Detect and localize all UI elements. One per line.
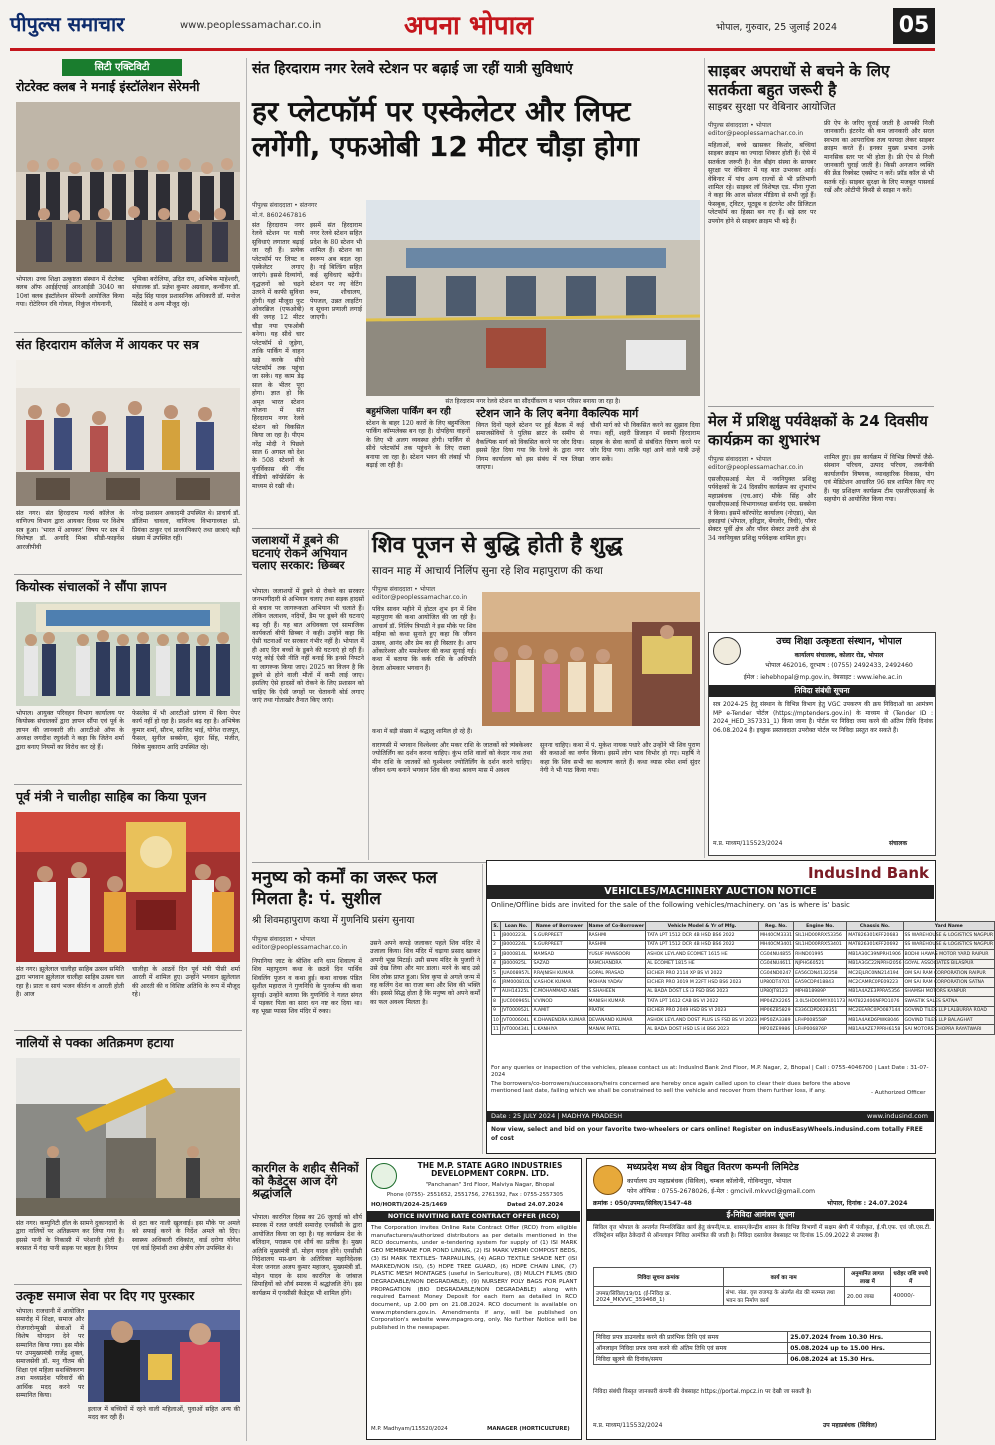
byline-place: भोपाल — [755, 456, 772, 463]
agro-logo — [371, 1163, 397, 1189]
karma-byline: पीपुल्स संवाददाता • भोपाल — [252, 936, 316, 943]
iehe-email: ईमेल : iehebhopal@mp.gov.in, वेबसाइट : www.iehe.ac.in — [743, 674, 903, 681]
vehicle-table-cell: 3.0L5HD00MYX01173 — [794, 997, 847, 1006]
vehicle-table-cell: YUSUF MANSOORI — [587, 950, 646, 959]
mpez-td: 40000/- — [891, 1287, 931, 1306]
photo-award — [88, 1310, 240, 1402]
vehicle-table-cell: MH40CM3401 — [758, 940, 793, 949]
vehicle-table-cell: MPHB18989P — [794, 987, 847, 996]
vehicle-table-row — [492, 950, 995, 959]
vehicle-table-cell: UP80JT8123 — [758, 987, 793, 996]
mpez-date-value: 25.07.2024 from 10.30 Hrs. — [788, 1332, 931, 1343]
story-kiosk-body-b: फेसलेस में भी आरटीओ प्रांगण में बिना पेपर कार्य नहीं हो रहा है। प्रदर्शन बढ़ रहा है। अभिषेक कुमार शर्मा, सौरभ, साजिद भाई, योगेश राजपूत, फैसल, सुनील सक्सेना, सुंदर सिंह, मंजीत, विवेक मुकाराम आदि उपस्थित रहे। — [132, 710, 240, 751]
mpez-date-label: निविदा खुलने की दिनांक/समय — [594, 1354, 788, 1365]
iehe-contact: भोपाल 462016, दूरभाष : (0755) 2492433, 2492460 — [765, 662, 913, 669]
vehicle-table-cell: MC2EJLRC0NN214194 — [847, 968, 903, 977]
byline-name: पीपुल्स संवाददाता — [708, 456, 749, 463]
vehicle-table-cell: MB1A4AZE7PPRH6158 — [847, 1025, 903, 1034]
masthead — [0, 0, 945, 56]
vehicle-table-cell: AL ECOMET 1815 HE — [646, 959, 759, 968]
vehicle-table-cell: SWASTIK SALES SATNA — [903, 997, 995, 1006]
left-column — [14, 56, 242, 1441]
vehicle-table-col-header: Name of Borrower — [532, 922, 587, 931]
story-kiosk-body-a: भोपाल। आयुक्त परिवहन विभाग कार्यालय पर कियोस्क संचालकों द्वारा ज्ञापन सौंपा एवं पूर्व के ज्ञापन की जानकारी ली। आरटीओ ऑफ के अध्यक्ष जगदीश रघुवंशी ने कहा कि जितेन शर्मा द्वारा बनाए नियमों का विरोध कर रहे हैं। — [16, 710, 124, 751]
indusind-date: Date : 25 JULY 2024 | MADHYA PRADESH — [491, 1112, 623, 1120]
vehicle-table-cell: JRM000810L — [500, 978, 532, 987]
mpez-date-label: ऑनलाइन निविदा प्रपत्र जमा करने की अंतिम तिथि एवं समय — [594, 1343, 788, 1354]
byline-place: भोपाल — [755, 122, 772, 129]
vehicle-table-cell: JVT000434L — [500, 1025, 532, 1034]
vehicle-table-cell: 3 — [492, 950, 501, 959]
vehicle-table-cell: AL BADA DOST LS i3 FSD BS6 2023 — [646, 987, 759, 996]
vehicle-table-cell: SIL1HD00RRX53401 — [794, 940, 847, 949]
mpez-dates — [593, 1331, 931, 1383]
vehicle-table-cell: MP06ZB5829 — [758, 1006, 793, 1015]
vehicle-table-cell: LFHP006876P — [794, 1025, 847, 1034]
mpez-dates-row — [594, 1343, 931, 1354]
vehicle-table-cell: EA56CDN4132258 — [794, 968, 847, 977]
karma-col-1: निपानिया जाट के श्रीशिव शनि धाम शिवाल्य में शिव महापुराण कथा के छठवें दिन पार्थिव शिवलिंग पूजन व कथा हुई। कथा वाचक पंडित सुशील महाराज ने गुणनिधि के पुनर्जन्म की कथा सुनाई। उन्होंने बताया कि गुणनिधि ने गलत संगत में पड़कर पिता का सारा धन नष्ट कर दिया था। वह भूखा प्यासा शिव मंदिर में रुका। — [252, 958, 362, 1016]
byline-place: भोपाल — [299, 936, 316, 943]
mela-email: editor@peoplessamachar.co.in — [708, 464, 804, 471]
vehicle-table-cell: TATA LPT 1612 CAB BS VI 2022 — [646, 997, 759, 1006]
vehicle-table-cell: S.SHAHEEN — [587, 987, 646, 996]
vehicle-table-cell: JB000224L — [500, 940, 532, 949]
mpez-table-row — [594, 1287, 931, 1306]
section-label: सिटी एक्टिविटी — [62, 59, 182, 76]
column-divider — [368, 530, 369, 860]
vehicle-table-col-header: Reg. No. — [758, 922, 793, 931]
lead-col-3 — [252, 382, 362, 522]
iehe-notice-title: निविदा संबंधी सूचना — [709, 685, 935, 697]
lead-col-2: इसमें संत हिरदाराम नगर रेलवे स्टेशन सहित प्रदेश के 80 स्टेशन भी शामिल हैं। स्टेशन का स्वरूप अब बदल रहा है। नई बिल्डिंग सहित कई सुविधाएं बढ़ेंगी। स्टेशन पर नए वेटिंग रूम, शौचालय, पेयजल, उन्नत लाइटिंग व सूचना प्रणाली लगाई जाएगी। — [310, 222, 362, 322]
vehicle-table-cell: MB1A30C39NPRH1906 — [847, 950, 903, 959]
vehicle-table-cell: JUA008957L — [500, 968, 532, 977]
mpez-notice-title: ई-निविदा आमंत्रण सूचना — [587, 1209, 934, 1221]
vehicle-table-cell: C.MOHAMMAD ANIS — [532, 987, 587, 996]
vehicle-table-cell: 6 — [492, 978, 501, 987]
iehe-sign: संचालक — [889, 840, 908, 847]
story-chaliha-body-b: चालीहा के आठवें दिन पूर्व मंत्री पीसी शर्मा आरती में शामिल हुए। उन्होंने भगवान झूलेलाल की आरती की व विशिष्ट अतिथि के रूप में मौजूद रहे। — [132, 966, 240, 999]
vehicle-table-cell: A.AMIT — [532, 1006, 587, 1015]
kargil-headline: कारगिल के शहीद सैनिकों को कैडेट्स आज देंगे श्रद्धांजलि — [252, 1161, 359, 1201]
shiv-col-1: पवित्र सावन महीने में होटल शुभ इन में शिव महापुराण की कथा आयोजित की जा रही है। आचार्य डॉ. निलिंप त्रिपाठी ने इस मौके पर शिव महिमा को कथा सुनाते हुए कहा कि जीवन उत्सव, आनंद और प्रेम का ही विस्तार है। आप ओंकारेश्वर और ममलेश्वर की कथा सुनाई गई। कथा में बताया कि कर्क राशि के अधिपति देवता ओमकार भगवान हैं। — [372, 606, 476, 672]
iehe-ref: म.प्र. माध्यम/115523/2024 — [713, 840, 783, 847]
vehicle-table-cell: V.ASHOK KUMAR — [532, 978, 587, 987]
masthead-website: www.peoplessamachar.co.in — [180, 20, 322, 31]
story-encroachment-body-a: संत नगर। कम्युनिटी हॉल के सामने दुकानदारों के द्वारा नालियों पर अतिक्रमण कर लिया गया है। इससे पानी के निकासी में परेशानी होती है। बरसात में गंदा पानी सड़क पर बहता है। निगम — [16, 1220, 124, 1253]
lead-headline: हर प्लेटफॉर्म पर एस्केलेटर और लिफ्ट लगेंगी, एफओबी 12 मीटर चौड़ा होगा — [252, 95, 640, 163]
vehicle-table-cell: SS WAREHOUSE & LOGISTICS NAGPUR — [903, 940, 995, 949]
mela-byline: पीपुल्स संवाददाता • भोपाल — [708, 456, 772, 463]
mpez-date-label: निविदा प्रपत्र डाउनलोड करने की प्रारंभिक तिथि एवं समय — [594, 1332, 788, 1343]
mpez-table-header — [594, 1268, 931, 1287]
mpez-th: अनुमानित लागत लाख में — [844, 1268, 891, 1287]
kargil-story — [252, 1158, 362, 1440]
vehicle-table-cell: MAT826301KFF20683 — [847, 931, 903, 940]
mpez-office: कार्यालय उप महाप्रबंधक (सिविल), चम्बल कॉलोनी, गोविन्दपुरा, भोपाल — [627, 1177, 792, 1185]
lead-kicker: संत हिरदाराम नगर रेलवे स्टेशन पर बढ़ाई जा रहीं यात्री सुविधाएं — [252, 61, 573, 77]
byline-name: पीपुल्स संवाददाता — [708, 122, 749, 129]
sub-parking-body: स्टेशन के बाहर 120 कारों के लिए बहुमंजिला पार्किंग कॉम्पलेक्स बन रहा है। दोपहिया वाहनों के लिए भी अलग व्यवस्था होगी। पार्किंग से सीधे प्लेटफॉर्म तक पहुंचने के लिए रास्ता बनाया जा रहा है। स्टेशन भवन की लंबाई भी बढ़ाई जा रही है। — [366, 420, 470, 470]
mpez-td: उपमप्र/सिविल/19/01 (ई-निविदा क्र. 2024_MKVVC_359468_1) — [594, 1287, 724, 1306]
photo-shiv-katha — [482, 592, 700, 726]
story-award-body-a: भोपाल। राजधानी में आयोजित समारोह में शिक्षा, समाज और रोजगारोन्मुखी सेवाओं में विशेष योगदान देने पर सम्मानित किया गया। इस मौके पर उपमुख्यमंत्री राजेंद्र शुक्ल, समाजसेवी डॉ. मनु गौतम की शिक्षा एवं महिला सशक्तिकरण तथा मध्यप्रदेश परिवारों की आर्थिक मदद करने पर सम्मानित किया। — [16, 1308, 84, 1400]
indusind-table-wrap — [491, 921, 994, 1061]
vehicle-table-cell: E336CDPD028351 — [794, 1006, 847, 1015]
vehicle-table — [491, 921, 995, 1035]
vehicle-table-col-header: S. — [492, 922, 501, 931]
agro-dated: Dated 24.07.2024 — [507, 1202, 564, 1208]
mpez-tender-table — [593, 1267, 931, 1306]
vehicle-table-cell: BODHI HAWAS MOTOR YARD RAIPUR — [903, 950, 995, 959]
divider — [252, 528, 700, 529]
byline-name: पीपुल्स संवाददाता — [252, 202, 293, 209]
indusind-website: www.indusind.com — [867, 1112, 928, 1120]
agro-body: The Corporation invites Online Rate Contract Offer (RCO) from eligible manufacturers/authorized distributors as per details mentioned in the RCO documents, under e-tendering system for supply of (1) ISI MARK GEO MEMBRANE FOR POND LINING, (2) ISI MARK VERMI COMPOST BEDS, (3) ISI MARK TEXTILES- TARPAULINS, (4) AGRO TEXTILE SHADE NET (ISI MARKED/NON ISI), (5) HDPE TREE GUARD, (6) HDPE CHAIN LINK, (7) PLASTIC MESH MONTAGES (useful in Sericulture), (8) MULCH FILMS (BIO DEGRADABLE/NON DEGRADABLE), (9) NURSERY POLY BAGS FOR PLANT PROPAGATION (BIO DEGRADABLE/NON DEGRADABLE) along with required Earnest Money Deposit for each item as detailed in RCO document, up 2.00 pm on 21.08.2024. RCO document is available on www.mptenders.gov.in. Amendments if any, will be published on Corporation's website www.mpagro.org, only. No further Notice will be published in the newspaper. — [371, 1225, 577, 1332]
vehicle-table-cell: V.VINOD — [532, 997, 587, 1006]
vehicle-table-cell: 4 — [492, 959, 501, 968]
photo-rotaract — [16, 102, 240, 272]
mela-headline: मेल में प्रशिक्षु पर्यवेक्षकों के 24 दिवसीय कार्यक्रम का शुभारंभ — [708, 412, 928, 449]
vehicle-table-cell: AUH14325L — [500, 987, 532, 996]
mpez-contact: फोन ऑफिस : 0755-2678026, ई-मेल : gmcivil.mkvvcl@gmail.com — [627, 1188, 816, 1195]
vehicle-table-cell: CG04NU4611 — [758, 959, 793, 968]
vehicle-table-cell: MAMSAD — [532, 950, 587, 959]
vehicle-table-cell: S.GURPREET — [532, 940, 587, 949]
vehicle-table-cell: EICHER PRO 2114 XP BS VI 2022 — [646, 968, 759, 977]
photo-caption-shiv: कथा में बड़ी संख्या में श्रद्धालु शामिल हो रहे हैं। — [372, 728, 473, 735]
photo-encroachment — [16, 1058, 240, 1216]
shiv-byline: पीपुल्स संवाददाता • भोपाल — [372, 586, 436, 593]
mpez-dates-table — [593, 1331, 931, 1365]
vehicle-table-cell: UP80DT4701 — [758, 978, 793, 987]
iehe-title: उच्च शिक्षा उत्कृष्टता संस्थान, भोपाल — [776, 636, 902, 647]
mpez-date: भोपाल, दिनांक : 24.07.2024 — [827, 1200, 908, 1207]
masthead-logo: पीपुल्स समाचार — [10, 12, 125, 36]
divider — [14, 1284, 242, 1285]
column-divider — [704, 58, 705, 858]
vehicle-table-cell: MP20ZE9986 — [758, 1025, 793, 1034]
vehicle-table-cell: EICHER PRO 3019 M 22FT HSD BS6 2023 — [646, 978, 759, 987]
story-encroachment-headline: नालियों से पक्का अतिक्रमण हटाया — [16, 1035, 174, 1050]
karma-email: editor@peoplessamachar.co.in — [252, 944, 348, 951]
vehicle-table-row — [492, 959, 995, 968]
story-chaliha-body-a: संत नगर। झूलेलाल चालीहा साहिब उत्सव समिति द्वारा भगवान झूलेलाल चालीहा साहिब उत्सव चल रहा है। प्रातः व सायं भजन कीर्तन व आरती होती है। आज — [16, 966, 124, 999]
vehicle-table-cell: 5 — [492, 968, 501, 977]
lead-col-1: संत हिरदाराम नगर रेलवे स्टेशन पर यात्री सुविधाएं लगातार बढ़ाई जा रही हैं। प्रत्येक प्लेटफॉर्म पर लिफ्ट व एस्केलेटर लगाए जाएंगे। इससे दिव्यांगों, वृद्धजनों को चढ़ने उतरने में काफी सुविधा होगी। यहां मौजूदा फुट ओवरब्रिज (एफओबी) की जगह 12 मीटर चौड़ा नया एफओबी बनेगा। यह सीधे चार प्लेटफॉर्म से जुड़ेगा, ताकि पार्किंग में वाहन खड़े करके सीधे प्लेटफॉर्म तक पहुंचा जा सके। यह काम डेढ़ साल के भीतर पूरा होगा। ज्ञात हो कि अमृत भारत स्टेशन योजना में संत हिरदाराम नगर रेलवे स्टेशन को विकसित किया जा रहा है। पीएम नरेंद्र मोदी ने पिछले साल 6 अगस्त को देश के 508 स्टेशनों के पुनर्विकास की नींव वीडियो कॉन्फ्रेंसिंग के माध्यम से रखी थी। — [252, 222, 304, 490]
agro-notice — [366, 1158, 582, 1440]
vehicle-table-cell: S.GURPREET — [532, 931, 587, 940]
mpez-sign: उप महाप्रबंधक (सिविल) — [823, 1422, 878, 1429]
drowning-story — [252, 530, 364, 860]
indusind-brand: IndusInd Bank — [807, 864, 929, 882]
indusind-auction — [486, 860, 994, 1154]
vehicle-table-cell: DEVANAND KUMAR — [587, 1015, 646, 1024]
indusind-intro: Online/Offline bids are invited for the sale of the following vehicles/machinery. on 'as is where is' basic — [491, 901, 850, 909]
photo-railway-station — [366, 200, 700, 396]
karma-subheadline: श्री शिवमहापुराण कथा में गुणनिधि प्रसंग सुनाया — [252, 915, 415, 926]
vehicle-table-cell: AL BADA DOST HSD LS i4 BS6 2023 — [646, 1025, 759, 1034]
vehicle-table-cell: RASHMI — [587, 940, 646, 949]
dateline: भोपाल, गुरुवार, 25 जुलाई 2024 — [716, 22, 838, 33]
iehe-logo — [713, 637, 741, 665]
vehicle-table-cell: MB1A3GC22NPRH2056 — [847, 959, 903, 968]
vehicle-table-cell: 1 — [492, 931, 501, 940]
vehicle-table-cell: GOVIND TILES LLP BALAGHAT — [903, 1015, 995, 1024]
vehicle-table-row — [492, 987, 995, 996]
story-award-headline: उत्कृष्ट समाज सेवा पर दिए गए पुरस्कार — [16, 1288, 195, 1303]
column-divider — [246, 58, 247, 1441]
vehicle-table-cell: TATA LPT 1512 DCR 4B HSD BS6 2022 — [646, 931, 759, 940]
photo-income-tax — [16, 360, 240, 506]
iehe-notice — [708, 632, 936, 856]
vehicle-table-cell: RASHMI — [587, 931, 646, 940]
vehicle-table-cell: JB000223L — [500, 931, 532, 940]
indusind-footer-sign: - Authorized Officer — [871, 1090, 926, 1096]
mpez-tender — [586, 1158, 936, 1440]
vehicle-table-col-header: Engine No. — [794, 922, 847, 931]
agro-address: "Panchanan" 3rd Floor, Malviya Nagar, Bhopal — [425, 1182, 555, 1188]
indusind-date-line — [487, 1111, 934, 1122]
vehicle-table-cell: JB000814L — [500, 950, 532, 959]
vehicle-table-cell: JB000925L — [500, 959, 532, 968]
vehicle-table-cell: RAMCHANDRA — [587, 959, 646, 968]
agro-footer-sign: MANAGER (HORTICULTURE) — [487, 1426, 570, 1432]
mpez-intro: सिविल वृत्त भोपाल के अन्तर्गत निम्नलिखित कार्य हेतु कंपनी/म.प्र. शासन/केन्द्रीय शासन के विभिन्न विभागों में सक्षम श्रेणी में पंजीकृत, ई.पी.एफ. एवं जी.एस.टी. रजिस्ट्रेशन सहित ठेकेदारों से ऑनलाइन निविदा आमंत्रित की जाती है। निविदा दस्तावेज वेबसाइट पर दिनांक 15.09.2022 से उपलब्ध हैं। — [593, 1225, 931, 1239]
vehicle-table-cell: NJPHG60521 — [794, 959, 847, 968]
vehicle-table-body — [492, 931, 995, 1034]
lead-story — [252, 56, 700, 526]
vehicle-table-cell: 11 — [492, 1025, 501, 1034]
lead-mobile: मो.नं. 8602467816 — [252, 212, 307, 219]
drowning-headline: जलाशयों में डूबने की घटनाएं रोकने अभियान चलाए सरकार: छिब्बर — [252, 533, 348, 573]
vehicle-table-cell: 10 — [492, 1015, 501, 1024]
vehicle-table-cell: L.KANHIYA — [532, 1025, 587, 1034]
agro-ref: HO/HORTI/2024-25/1469 — [371, 1202, 448, 1208]
shiv-headline: शिव पूजन से बुद्धि होती है शुद्ध — [372, 533, 623, 558]
agro-title: THE M.P. STATE AGRO INDUSTRIES DEVELOPMENT CORPN. LTD. — [417, 1161, 563, 1179]
divider — [708, 406, 934, 407]
vehicle-table-row — [492, 1025, 995, 1034]
vehicle-table-cell: MC2CAMRC0PE09223 — [847, 978, 903, 987]
vehicle-table-cell: PRATIK — [587, 1006, 646, 1015]
vehicle-table-row — [492, 931, 995, 940]
mpez-note: निविदा संबंधी विस्तृत जानकारी कंपनी की वेबसाइट https://portal.mpcz.in पर देखी जा सकती है। — [593, 1389, 812, 1395]
mpez-title: मध्यप्रदेश मध्य क्षेत्र विद्युत वितरण कम्पनी लिमिटेड — [627, 1162, 799, 1173]
vehicle-table-row — [492, 1006, 995, 1015]
vehicle-table-cell: TATA LPT 1512 DCR 4B HSD BS6 2022 — [646, 940, 759, 949]
vehicle-table-cell: MH40CM3331 — [758, 931, 793, 940]
shiv-col-2: वाराणसी में भगवान विश्वेश्वर और मकर राशि के जातकों को त्र्यंबकेश्वर ज्योतिर्लिंग का दर्शन करना चाहिए। कुंभ राशि वालों को केदार नाथ तथा मीन राशि के जातकों को घुश्मेश्वर ज्योतिर्लिंग के दर्शन करने चाहिए। जीवन धन्य बनाने भगवान शिव की कथा श्रावण मास में अवश्य — [372, 742, 532, 775]
vehicle-table-cell: MOHAN YADAV — [587, 978, 646, 987]
vehicle-table-cell: ASHOK LEYLAND DOST PLUS LS FSD BS VI 2023 — [646, 1015, 759, 1024]
vehicle-table-cell: SS WAREHOUSE & LOGISTICS NAGPUR — [903, 931, 995, 940]
agro-footer-ref: M.P. Madhyam/115520/2024 — [371, 1426, 448, 1432]
divider — [14, 784, 242, 785]
masthead-rule — [10, 48, 935, 51]
mpez-th: कार्य का नाम — [723, 1268, 844, 1287]
byline-place: संतनगर — [299, 202, 317, 209]
page-number: 05 — [893, 8, 935, 44]
divider — [14, 1030, 242, 1031]
vehicle-table-cell: JVT000604L — [500, 1015, 532, 1024]
vehicle-table-cell: RHND01995 — [794, 950, 847, 959]
cyber-col-1: महिलाओं, बच्चे खासकर किशोर, बच्चियां साइबर क्राइम का ज्यादा शिकार होती हैं। ऐसे में सतर्कता जरूरी है। वेल बीइंग संस्था के सायबर सुरक्षा पर वेबिनार में यह बात उभरकर आई। वेबिनार में पांच अन्य राज्यों से भी प्रतिभागी शामिल रहे। साइबर लॉ विशेषज्ञ एड. मीना गुप्ता ने कहा कि आज सोशल मीडिया से सभी जुड़े हैं। फेसबुक, ट्विटर, यूट्यूब व इंटरनेट और डिजिटल प्लेटफॉर्म का हिस्सा बन गए हैं। बड़े स्तर पर उपयोग होने से साइबर क्राइम भी बढ़े हैं। — [708, 142, 816, 225]
story-kiosk-headline: कियोस्क संचालकों ने सौंपा ज्ञापन — [16, 579, 167, 594]
photo-kiosk — [16, 602, 240, 706]
mpez-logo — [593, 1165, 623, 1195]
story-rotaract-body-a: भोपाल। उच्च शिक्षा उत्कृष्टता संस्थान में रोटरेक्ट क्लब ऑफ आईईएचई आरआईडी 3040 का 10वां क्लब इंस्टॉलेशन सेरेमनी आयोजित किया गया। रोटेरियन रवि गोयल, निकुंज गोयनानी, — [16, 276, 124, 309]
mpez-ref: म.प्र. माध्यम/115532/2024 — [593, 1422, 663, 1429]
vehicle-table-cell: CG04NU4855 — [758, 950, 793, 959]
mpez-td: 20.00 लाख — [844, 1287, 891, 1306]
vehicle-table-cell: K.DHANENDRA KUMAR — [532, 1015, 587, 1024]
shiv-email: editor@peoplessamachar.co.in — [372, 594, 468, 601]
indusind-title: VEHICLES/MACHINERY AUCTION NOTICE — [487, 885, 934, 899]
story-rotaract-body-b: भूमिका बरोलिया, उदित राय, अभिषेक माहेश्वरी, संचालक डॉ. प्रज्ञेश कुमार अग्रवाल, कन्वीनर डॉ. महेंद्र सिंह यादव प्रशासनिक अधिकारी डॉ. मनोज सिसोदे व अन्य मौजूद रहे। — [132, 276, 240, 309]
vehicle-table-cell: SAZAD — [532, 959, 587, 968]
iehe-address: कार्यालय संचालक, कोलार रोड, भोपाल — [794, 652, 884, 659]
cyber-byline: पीपुल्स संवाददाता • भोपाल — [708, 122, 772, 129]
divider — [14, 332, 242, 333]
sub-alternate-body-b: चौथी मार्ग को भी विकसित करने का सुझाव दिया गया। वहीं, शहरी डिजाइन में स्वामी हिरदाराम साहब के सेवा कार्यों से संबंधित चित्रण करने पर जोर दिया गया। ताकि यहां आने वाले यात्री उन्हें जान सकें। — [590, 422, 700, 463]
vehicle-table-cell: ASHOK LEYLAND ECOMET 1615 HE — [646, 950, 759, 959]
mpez-table-wrap — [593, 1267, 931, 1327]
vehicle-table-cell: JUC000965L — [500, 997, 532, 1006]
vehicle-table-col-header: Yard Name — [903, 922, 995, 931]
shiv-subheadline: सावन माह में आचार्य निलिंप सुना रहे शिव महापुराण की कथा — [372, 565, 603, 577]
story-income-tax-body-b: नरेन्द्र प्रशासन अकादमी उपस्थित थे। प्राचार्य डॉ. डॉलिमा चावला, वाणिज्य विभागाध्यक्ष प्रो. प्रियंका ठाकुर एवं प्राध्यापिकाएं तथा छात्राएं बड़ी संख्या में उपस्थित रहीं। — [132, 510, 240, 543]
vehicle-table-cell: MB1A4AKD6PWK8046 — [847, 1015, 903, 1024]
vehicle-table-col-header: Chassis No. — [847, 922, 903, 931]
vehicle-table-cell: MAT822406NFPD1076 — [847, 997, 903, 1006]
vehicle-table-row — [492, 978, 995, 987]
indusind-now-view: Now view, select and bid on your favorite two-wheelers or cars online! Register on indusEasyWheels.indusind.com totally FREE of cost — [491, 1126, 923, 1142]
vehicle-table-cell: EA59CDP418843 — [794, 978, 847, 987]
story-chaliha-headline: पूर्व मंत्री ने चालीहा साहिब का किया पूजन — [16, 789, 207, 804]
vehicle-table-col-header: Name of Co-Borrower — [587, 922, 646, 931]
cyber-col-2: फ्री ऐप के जरिए चुराई जाती है आपकी निजी जानकारी। इंटरनेट की कम जानकारी और सरल स्वभाव का आपराधिक तत्व फायदा लेकर साइबर क्राइम करते हैं। इनका मुख्य प्रभाव उनके मानसिक स्तर पर भी होता है। फ्री ऐप से निजी जानकारी चुराई जाती है। किसी अनजान व्यक्ति की फ्रेंड रिक्वेस्ट एक्सेप्ट न करें। फ्रॉड कॉल से भी सतर्क रहें। साइबर सुरक्षा के लिए मजबूत पासवर्ड रखें और ओटीपी किसी से साझा न करें। — [824, 120, 934, 195]
cyber-headline: साइबर अपराधों से बचने के लिए सतर्कता बहुत जरूरी है — [708, 62, 890, 99]
story-income-tax-body-a: संत नगर। संत हिरदाराम गर्ल्स कॉलेज के वाणिज्य विभाग द्वारा आयकर दिवस पर विशेष सत्र हुआ। 'भारत में आयकर' विषय पर सत्र में विशेषज्ञ डॉ. अनादि मिश्रा सीडी-फाइनेंस आरजीपीवी — [16, 510, 124, 551]
vehicle-table-cell: MC2EEARC0PO087144 — [847, 1006, 903, 1015]
shiv-story — [372, 530, 700, 860]
vehicle-table-cell: OM SAI RAM CORPORATION RAIPUR — [903, 968, 995, 977]
vehicle-table-col-header: Loan No. — [500, 922, 532, 931]
photo-caption-railway: संत हिरदाराम नगर रेलवे स्टेशन का सौंदर्यीकरण व भवन परिसर बनाया जा रहा है। — [445, 398, 621, 405]
vehicle-table-cell: 9 — [492, 1006, 501, 1015]
mpez-ref-no: क्रमांक : 050/उपमप्र/सिविल/1547-48 — [593, 1200, 692, 1207]
byline-name: पीपुल्स संवाददाता — [252, 936, 293, 943]
vehicle-table-cell: MP04ZX2265 — [758, 997, 793, 1006]
karma-col-2: उसने अपने कपड़े जलाकर पहले शिव मंदिर में उजाला किया। शिव मंदिर में चढ़ाया प्रसाद खाकर अपनी भूख मिटाई। उसी समय मंदिर के पुजारी ने उसे देख लिया और मार डाला। मरने के बाद उसे शिव लोक प्राप्त हुआ। शिव कृपा से अगले जन्म में वह कलिंग देश का राजा बना और शिव की भक्ति की। इससे सिद्ध होता है कि मनुष्य को अपने कर्मों का फल अवश्य मिलता है। — [370, 940, 480, 1006]
vehicle-table-cell: LFHP008558P — [794, 1015, 847, 1024]
vehicle-table-row — [492, 1015, 995, 1024]
vehicle-table-cell: SHAMSH MOTORS KANPUR — [903, 987, 995, 996]
vehicle-table-cell: MP50ZA3389 — [758, 1015, 793, 1024]
mpez-date-value: 06.08.2024 at 15.30 Hrs. — [788, 1354, 931, 1365]
mpez-dates-row — [594, 1332, 931, 1343]
mpez-th: निविदा सूचना क्रमांक — [594, 1268, 724, 1287]
vehicle-table-row — [492, 997, 995, 1006]
vehicle-table-col-header: Vehicle Model & Yr of Mfg. — [646, 922, 759, 931]
vehicle-table-header — [492, 922, 995, 931]
mela-story — [708, 408, 934, 630]
indusind-footer-1: For any queries or inspection of the vehicles, please contact us at: IndusInd Bank 2nd Floor, M.P. Nagar, 2, Bhopal | Call : 0755-4046700 | Last Date : 31-07-2024 — [491, 1065, 929, 1079]
mpez-th: धरोहर राशि रुपये में — [891, 1268, 931, 1287]
sub-heading-parking: बहुमंजिला पार्किंग बन रही — [366, 407, 451, 417]
byline-place: भोपाल — [419, 586, 436, 593]
shiv-col-3: सुनना चाहिए। कथा में पं. मुकेश नायक पधारे और उन्होंने भी शिव पुराण की कथाओं का वर्णन किया। इसमें लोग भाव विभोर हो गए। महर्षि ने कहा कि शिव सभी का कल्याण करते हैं। कथा व्यास रमेश शर्मा सुंदर नेगी ने भी पाठ किया गया। — [540, 742, 700, 775]
karma-story — [252, 864, 480, 1154]
mpez-date-value: 05.08.2024 up to 15.00 Hrs. — [788, 1343, 931, 1354]
sub-heading-alternate-route: स्टेशन जाने के लिए बनेगा वैकल्पिक मार्ग — [476, 407, 639, 420]
story-encroachment-body-b: से हटा कर नाली खुलवाई। इस मौके पर अमले को सफाई करने के निर्देश अमले को दिए। स्वास्थ्य अधिकारी रविकांत, वार्ड दरोगा योगेश एवं वार्ड हिमांशी तथा क्षेत्रीय लोग उपस्थित थे। — [132, 1220, 240, 1253]
agro-contact: Phone (0755)- 2551652, 2551756, 2761392, Fax : 0755-2557305 — [386, 1192, 564, 1198]
vehicle-table-cell: JVT000952L — [500, 1006, 532, 1015]
mela-col-2: शामिल हुए। इस कार्यक्रम में विभिन्न विषयों जैसे-संस्थान परिचय, उत्पाद परिचय, तकनीकी कार्यालयीन विषयक, व्यावहारिक विकास, योग एवं मेडिटेशन आधारित 96 सत्र शामिल किए गए हैं। यह प्रशिक्षण कार्यक्रम टीम एसजीएसआई के सहयोग से आयोजित किया गया। — [824, 454, 934, 504]
byline-name: पीपुल्स संवाददाता — [372, 586, 413, 593]
story-award-body-b: इलाज में बच्चियों में रहने वाली महिलाओं, युवाओं सहित अन्य की मदद कर रही हैं। — [88, 1406, 240, 1422]
mpez-dates-row — [594, 1354, 931, 1365]
vehicle-table-cell: 2 — [492, 940, 501, 949]
cyber-story — [708, 56, 934, 406]
vehicle-table-cell: MANAK PATEL — [587, 1025, 646, 1034]
iehe-notice-body: सत्र 2024-25 हेतु संस्थान के विभिन्न विभाग हेतु VGC उपकरण की क्रय निविदाओं का आमंत्रण MP e-Tender पोर्टल (https://mptenders.gov.in) के माध्यम से (Tender ID : 2024_HED_357331_1) किया जाना है। पोर्टल पर निविदा जमा करने की अंतिम तिथि दिनांक 06.08.2024 है। इच्छुक प्रस्तावदाता उपरोक्त पोर्टल पर निविदा प्रस्तुत कर सकते हैं। — [713, 701, 933, 734]
column-divider — [482, 864, 483, 1154]
karma-headline: मनुष्य को कर्मों का जरूर फल मिलता है: पं. सुशील — [252, 868, 438, 909]
vehicle-table-cell: 8 — [492, 997, 501, 1006]
vehicle-table-cell: SAI MOTORS CHOPRA RAYATWARI — [903, 1025, 995, 1034]
vehicle-table-cell: MAT826301KFF20692 — [847, 940, 903, 949]
divider — [14, 574, 242, 575]
lead-byline: पीपुल्स संवाददाता • संतनगर — [252, 202, 317, 209]
kargil-body: भोपाल। कारगिल दिवस का 26 जुलाई को शौर्य स्मारक में रजत जयंती समारोह एनसीसी के द्वारा आयोजित किया जा रहा है। यह कार्यक्रम देश के बलिदान, पराक्रम एवं शौर्य का प्रतीक है। मुख्य अतिथि मुख्यमंत्री डॉ. मोहन यादव होंगे। एनसीसी निदेशालय मप्र-छग के अतिरिक्त महानिदेशक मेजर जनरल अजय कुमार महाजन, मुख्यमंत्री डॉ. मोहन यादव के साथ कारगिल के जांबाज सिपाहियों को शौर्य स्मारक में श्रद्धांजलि देंगे। इस कार्यक्रम में एनसीसी कैडेट्स भी शामिल होंगे। — [252, 1214, 362, 1297]
agro-notice-title: NOTICE INVITING RATE CONTRACT OFFER (RCO) — [367, 1211, 580, 1222]
vehicle-table-cell: SIL1HD00RRX53356 — [794, 931, 847, 940]
vehicle-table-cell: OM SAI RAM CORPORATION SATNA — [903, 978, 995, 987]
cyber-subheadline: साइबर सुरक्षा पर वेबिनार आयोजित — [708, 102, 836, 113]
mpez-td: संभा. संप्रा. वृत्त राजगढ़ के अंतर्गत शेड की मरम्मत तथा भवन का निर्माण कार्य — [723, 1287, 844, 1306]
vehicle-table-cell: MANISH KUMAR — [587, 997, 646, 1006]
vehicle-table-cell: GOPAL PRASAD — [587, 968, 646, 977]
vehicle-table-row — [492, 940, 995, 949]
indusind-footer-2: The borrowers/co-borrowers/successors/heirs concerned are hereby once again called upon to clear their dues before the above mentioned last date, failing which we shall be constrained to sell the vehicle and recover from them further loss, if any. — [491, 1081, 851, 1095]
vehicle-table-cell: MB1A4AZE3PPRA5356 — [847, 987, 903, 996]
cyber-email: editor@peoplessamachar.co.in — [708, 130, 804, 137]
vehicle-table-cell: 7 — [492, 987, 501, 996]
section-title: अपना भोपाल — [404, 11, 533, 41]
vehicle-table-row — [492, 968, 995, 977]
mela-col-1: एसजीएसआई मेल में नवनियुक्त प्रशिक्षु पर्यवेक्षकों के 24 दिवसीय कार्यक्रम का शुभारंभ महाप्रबंधक (एच.आर) मौके सिंह और एसजीएसआई विभागाध्यक्ष सर्वानंद एस. सक्सेना ने किया। इसमें कॉरपोरेट कार्यालय (नोएडा), भेल इकाइयां (भोपाल, हरिद्वार, बेंगलोर, त्रिची), पॉवर सेक्टर पूर्वी क्षेत्र और पॉवर सेक्टर उत्तरी क्षेत्र से 34 नवनियुक्त प्रशिक्षु पर्यवेक्षक शामिल हुए। — [708, 476, 816, 542]
story-rotaract-headline: रोटरेक्ट क्लब ने मनाई इंस्टॉलेशन सेरेमनी — [16, 79, 200, 94]
photo-chaliha — [16, 812, 240, 962]
sub-alternate-body-a: विगत दिनों पहले स्टेशन पर हुई बैठक में कई समाजसेवियों ने पुलिस ब्राटर के समीप से वैकल्पिक मार्ग को विकसित करने पर जोर दिया। इससे हित दिया गया कि रेलवे के द्वारा नगर निगम कार्यालय को इस संबंध में पत्र लिखा जाएगा। — [476, 422, 584, 472]
vehicle-table-cell: CG04ND0247 — [758, 968, 793, 977]
story-income-tax-headline: संत हिरदाराम कॉलेज में आयकर पर सत्र — [16, 337, 199, 352]
vehicle-table-cell: P.RAJNISH KUMAR — [532, 968, 587, 977]
vehicle-table-cell: EICHER PRO 2049 HSD BS VI 2023 — [646, 1006, 759, 1015]
drowning-body: भोपाल। जलाशयों में डूबने से रोकने का सरकार जनभागीदारी से अभियान चलाए तथा सड़क हादसों से बचाव पर जागरूकता अभियान भी चलाते हैं। लेकिन जलाशय, नदियों, डैम पर डूबने की घटनाएं बढ़ रही हैं। यह बात अधिवक्ता एवं सामाजिक कार्यकर्ता बीपी छिब्बर ने कही। उन्होंने कहा कि ऐसी घटनाओं पर सरकार गंभीर नहीं है। भोपाल में ही आए दिन बच्चों के डूबने की घटनाएं हो रही हैं। परंतु कोई ऐसी नीति नहीं बनाई कि इनसे निपटने या जागरूक किया जाए। 2025 का विजन है कि डूबने से होने वाली मौतों में कमी लाई जाए। इसलिए ऐसे हादसों को रोकने के लिए प्रशासन को चाहिए कि ऐसी जगहों पर चेतावनी बोर्ड लगाए जाएं तथा गोताखोर तैनात किए जाएं। — [252, 588, 364, 705]
vehicle-table-cell: GOVIND TILES LLP LALBURRA ROAD — [903, 1006, 995, 1015]
vehicle-table-cell: GOYAL ASSOCIATES BILASPUR — [903, 959, 995, 968]
